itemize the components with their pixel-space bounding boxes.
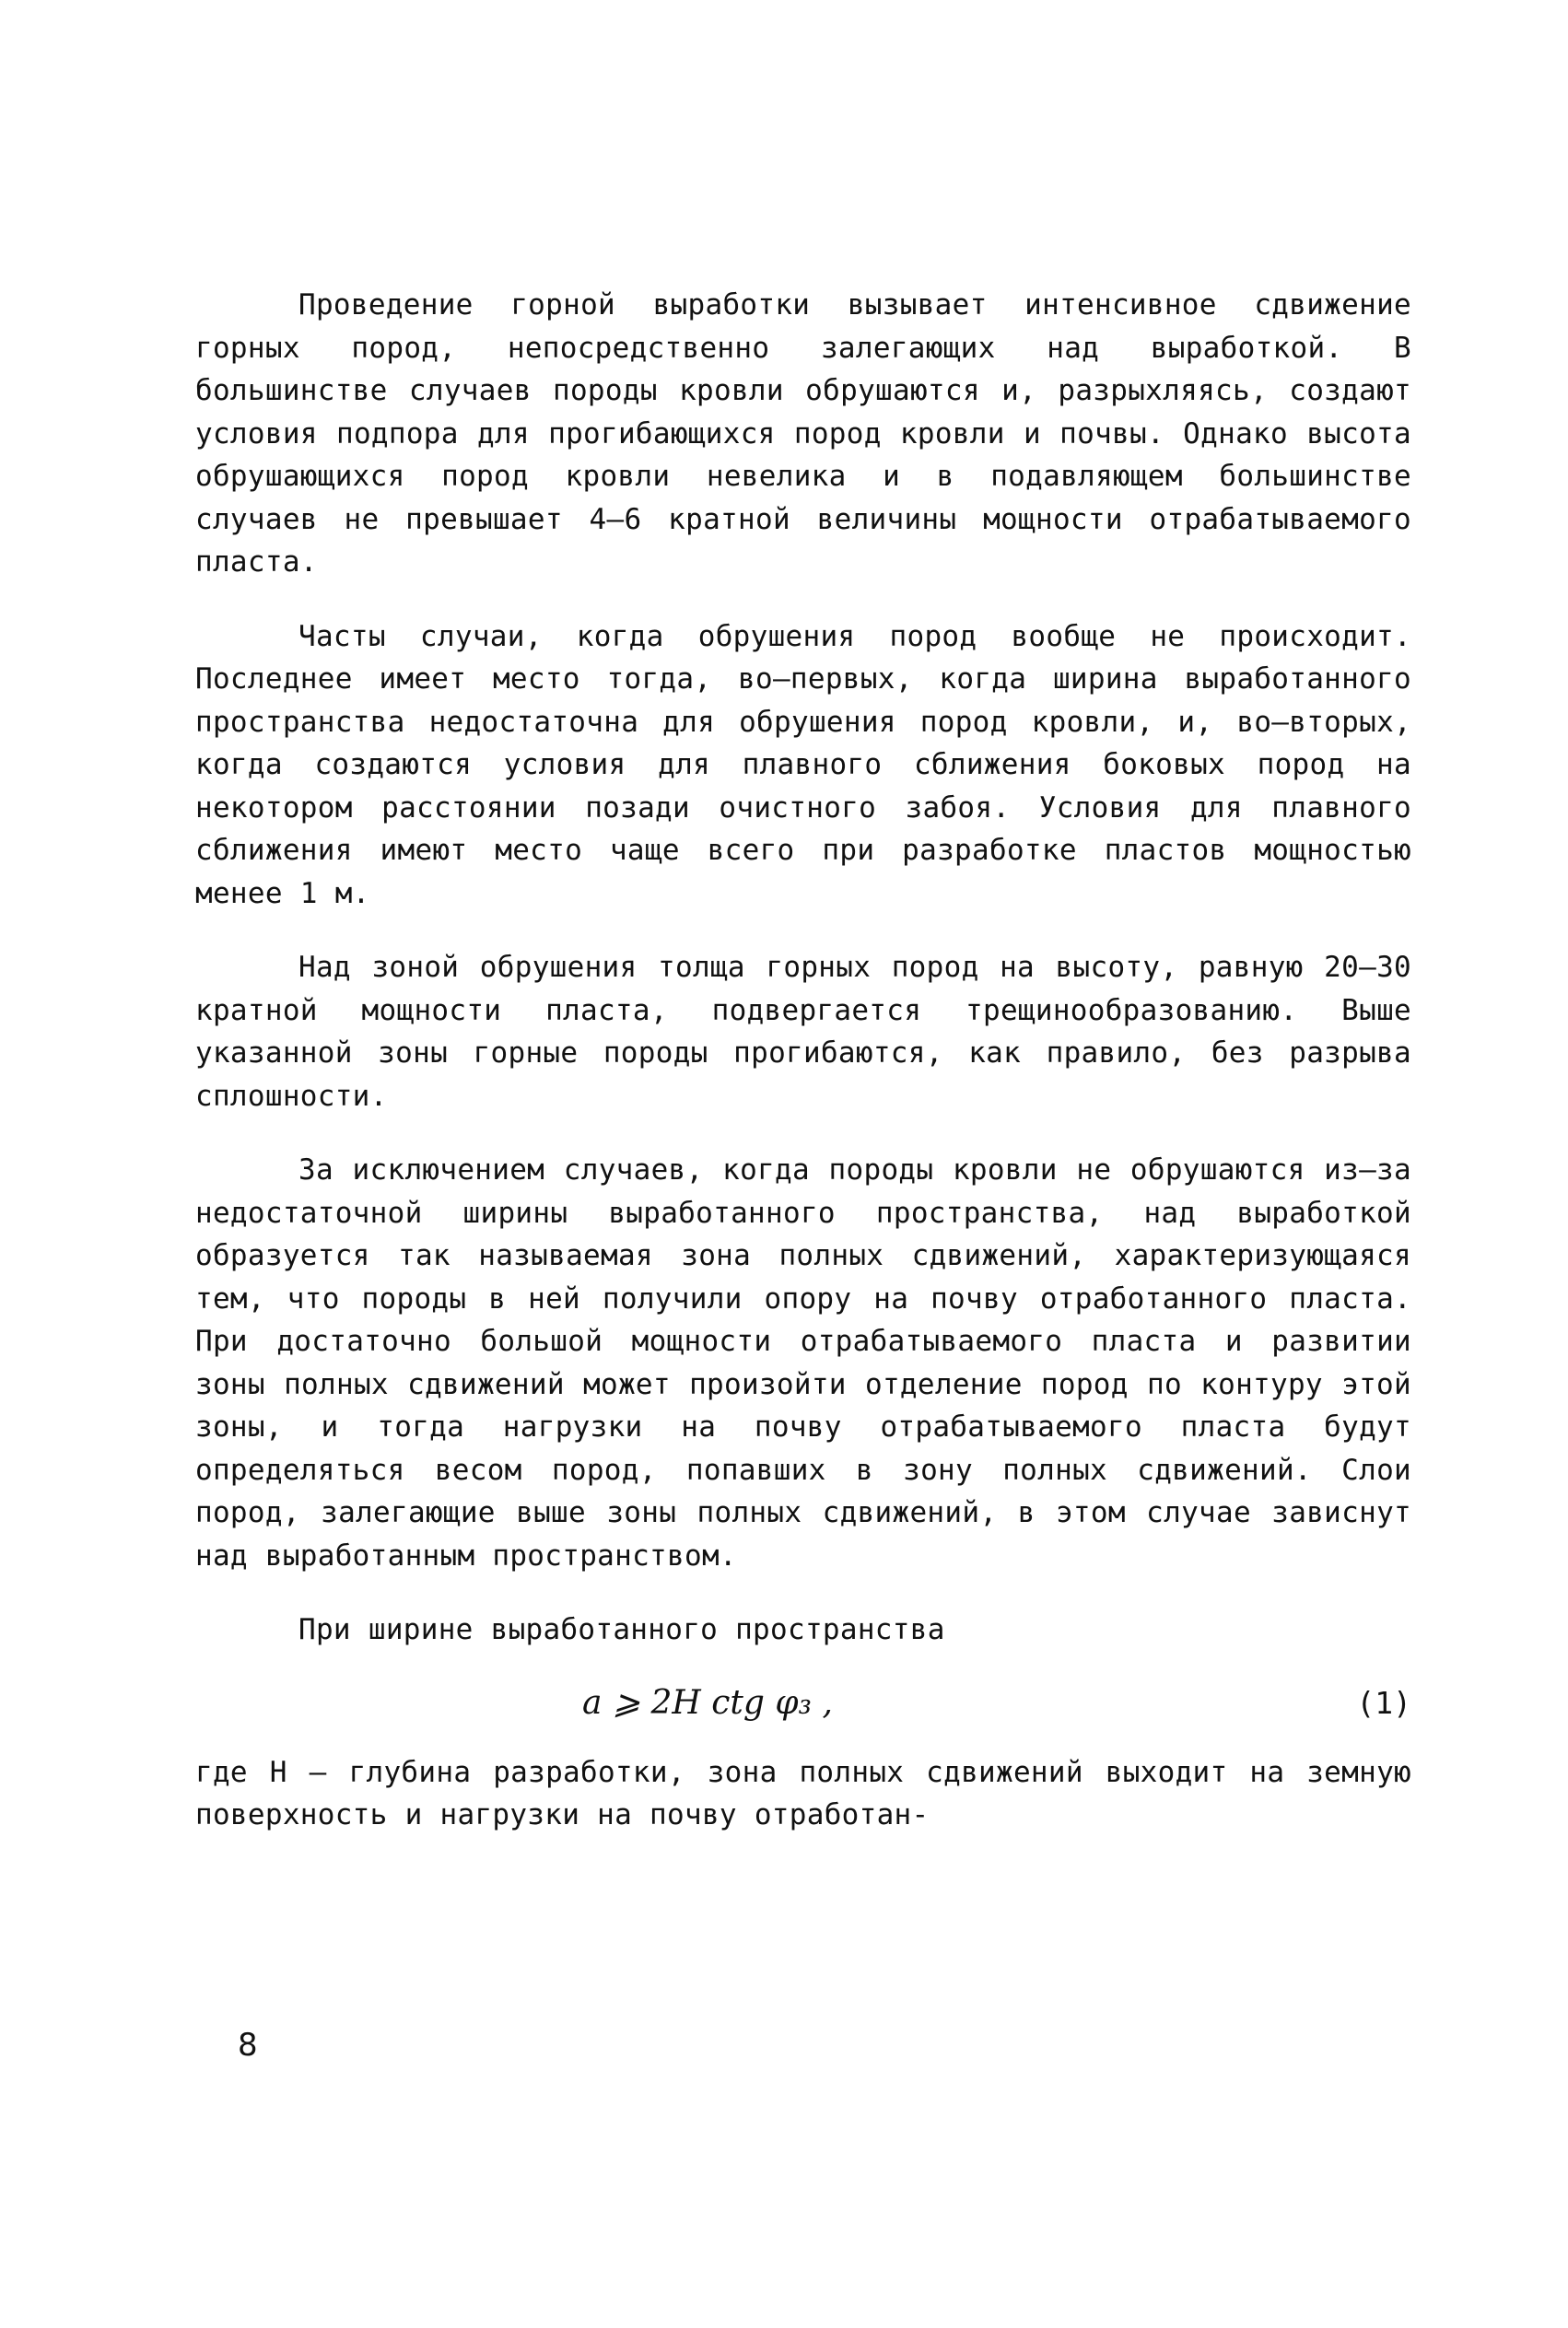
formula-number: (1) — [1356, 1684, 1411, 1721]
paragraph-2: Часты случаи, когда обрушения пород вообще не происходит. Последнее имеет место тогда, во–первых, когда ширина выработанного пространства недостаточна для обрушения пород кровли, и, во–вторых, когда создаются условия для плавного сближения боковых пород на некотором расстоянии позади очистного забоя. Условия для плавного сближения имеют место чаще всего при разработке пластов мощностью менее 1 м. — [195, 619, 1411, 910]
formula-row — [195, 1679, 1411, 1731]
paragraph-4: За исключением случаев, когда породы кровли не обрушаются из–за недостаточной ширины выработанного пространства, над выработкой образуется так называемая зона полных сдвижений, характеризующаяся тем, что породы в ней получили опору на почву отработанного пласта. При достаточно большой мощности отрабатываемого пласта и развитии зоны полных сдвижений может произойти отделение пород по контуру этой зоны, и тогда нагрузки на почву отрабатываемого пласта будут определяться весом пород, попавших в зону полных сдвижений. Слои пород, залегающие выше зоны полных сдвижений, в этом случае зависнут над выработанным пространством. — [195, 1153, 1411, 1573]
paragraph-3: Над зоной обрушения толща горных пород на высоту, равную 20–30 кратной мощности пласта, подвергается трещинообразованию. Выше указанной зоны горные породы прогибаются, как правило, без разрыва сплошности. — [195, 951, 1411, 1113]
formula-intro: При ширине выработанного пространства — [298, 1613, 945, 1646]
body-text — [195, 284, 1411, 1868]
page-number: 8 — [238, 2027, 258, 2064]
continuation-text: где Н – глубина разработки, зона полных сдвижений выходит на земную поверхность и нагрузки на почву отработан- — [195, 1755, 1411, 1831]
paragraph-1: Проведение горной выработки вызывает интенсивное сдвижение горных пород, непосредственно залегающих над выработкой. В большинстве случаев породы кровли обрушаются и, разрыхляясь, создают условия подпора для прогибающихся пород кровли и почвы. Однако высота обрушающихся пород кровли невелика и в подавляющем большинстве случаев не превышает 4–6 кратной величины мощности отрабатываемого пласта. — [195, 288, 1411, 579]
formula: a ⩾ 2H ctg φ₃ , — [582, 1683, 833, 1722]
